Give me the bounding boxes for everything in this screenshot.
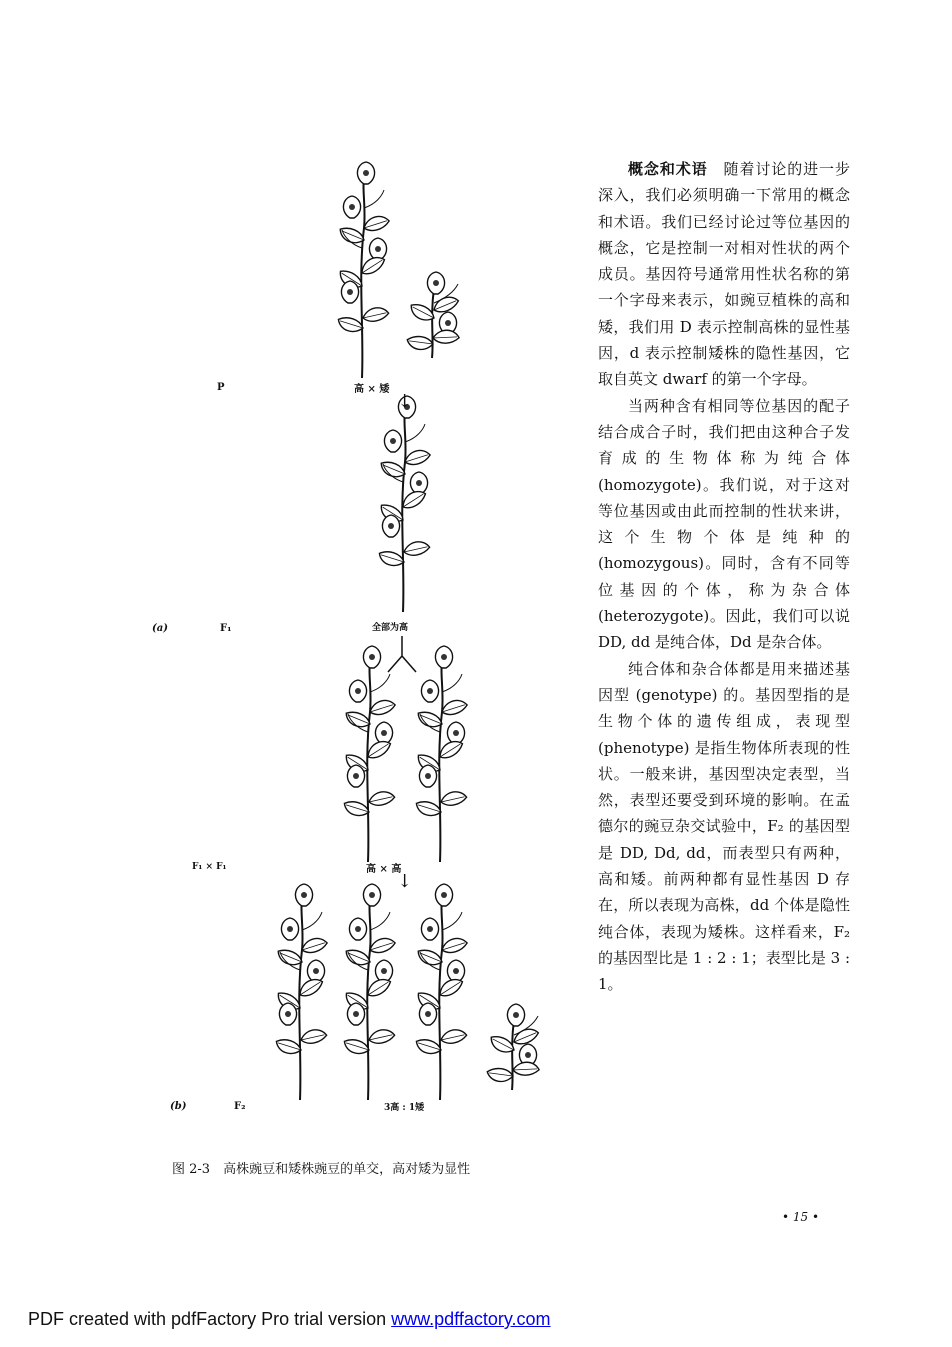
paragraph-concepts-body: 随着讨论的进一步深入，我们必须明确一下常用的概念和术语。我们已经讨论过等位基因的概念，它是控制一对相对性状的两个成员。基因符号通常用性状名称的第一个字母来表示，如豌豆植株的高和矮，我们用 D 表示控制高株的显性基因，d 表示控制矮株的隐性基因，它取自英文 dwarf 的第一个字母。 xyxy=(598,160,850,389)
p-dwarf-plant xyxy=(407,272,461,358)
page-number: • 15 • xyxy=(782,1210,820,1224)
label-all-tall: 全部为高 xyxy=(372,623,409,633)
pea-plants-illustration xyxy=(140,160,600,1160)
label-ratio: 3高 : 1矮 xyxy=(384,1103,425,1113)
f1-cross-plant-right xyxy=(414,646,468,862)
split-arrow xyxy=(388,636,416,672)
f2-dwarf-plant xyxy=(487,1004,541,1090)
body-text-column xyxy=(598,156,850,998)
label-p-cross: 高 × 矮 xyxy=(354,384,390,395)
label-f1xf1: F₁ × F₁ xyxy=(192,862,227,872)
pea-cross-figure xyxy=(140,160,600,1160)
f2-tall-plant-1 xyxy=(274,884,328,1100)
down-arrow-icon: ↓ xyxy=(397,391,413,412)
pdf-footer xyxy=(28,1309,551,1330)
f2-tall-plant-3 xyxy=(414,884,468,1100)
f1-tall-plant xyxy=(377,396,431,612)
label-f1: F₁ xyxy=(220,623,232,634)
label-f2: F₂ xyxy=(234,1101,246,1112)
label-p: P xyxy=(217,382,225,393)
footer-link[interactable]: www.pdffactory.com xyxy=(391,1309,551,1329)
paragraph-genotype: 纯合体和杂合体都是用来描述基因型 (genotype) 的。基因型指的是生物个体的遗传组成，表现型 (phenotype) 是指生物体所表现的性状。一般来讲，基因型决定表型，当然，表型还要受到环境的影响。在孟德尔的豌豆杂交试验中，F₂ 的基因型是 DD, Dd, dd，而表型只有两种，高和矮。前两种都有显性基因 D 存在，所以表现为高株，dd 个体是隐性纯合体，表现为矮株。这样看来，F₂ 的基因型比是 1 : 2 : 1；表型比是 3 : 1。 xyxy=(598,659,850,994)
section-heading-term: 概念和术语 xyxy=(628,160,708,178)
label-b-marker: (b) xyxy=(170,1101,187,1112)
f1-cross-plant-left xyxy=(342,646,396,862)
footer-text: PDF created with pdfFactory Pro trial version xyxy=(28,1309,392,1329)
label-f1-cross: 高 × 高 xyxy=(366,864,402,875)
label-a-marker: (a) xyxy=(152,623,168,634)
f2-tall-plant-2 xyxy=(342,884,396,1100)
down-arrow-icon: ↓ xyxy=(397,871,413,892)
p-tall-plant xyxy=(336,162,390,378)
paragraph-concepts xyxy=(598,156,850,393)
paragraph-homozygote: 当两种含有相同等位基因的配子结合成合子时，我们把由这种合子发育成的生物体称为纯合体 (homozygote)。我们说，对于这对等位基因或由此而控制的性状来讲，这个生物个体是纯种的 (homozygous)。同时，含有不同等位基因的个体，称为杂合体 (heterozygote)。因此，我们可以说 DD, dd 是纯合体，Dd 是杂合体。 xyxy=(598,396,850,652)
figure-caption: 图 2-3 高株豌豆和矮株豌豆的单交，高对矮为显性 xyxy=(172,1162,471,1177)
